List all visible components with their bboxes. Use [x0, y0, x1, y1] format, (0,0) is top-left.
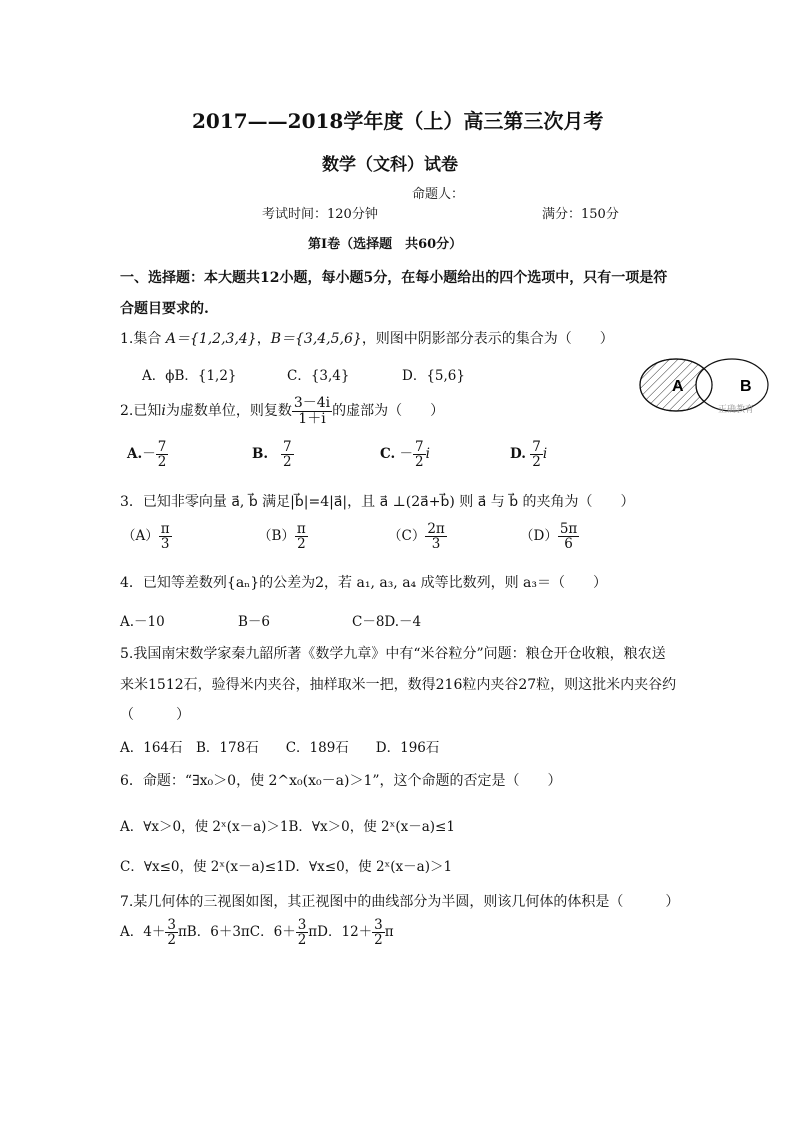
q2-c-num: 7 — [415, 439, 424, 455]
venn-label-b: B — [740, 378, 752, 395]
venn-label-a: A — [672, 378, 684, 395]
q3-d-label: （D） — [520, 528, 558, 545]
q1-set-a: A＝{1,2,3,4} — [165, 331, 257, 347]
q2-i: i — [161, 403, 166, 420]
exam-subject: 数学（文科）试卷 — [322, 155, 458, 175]
q7-a-pre: A．4＋ — [120, 924, 166, 941]
q2-d-label: D. — [510, 446, 526, 463]
venn-watermark: 正确教育 — [718, 405, 755, 415]
q3-a-num: π — [160, 521, 170, 537]
q2-d-den: 2 — [532, 454, 541, 471]
setter-label: 命题人： — [412, 187, 465, 202]
q2-stem-mid: 为虚数单位，则复数 — [165, 403, 292, 420]
q2-denominator: 1＋i — [298, 410, 326, 427]
question-2-stem — [120, 396, 444, 426]
q2-option-d — [510, 440, 547, 469]
question-5-line-2: 来米1512石，验得米内夹谷，抽样取米一把，数得216粒内夹谷27粒，则这批米内夹谷约 — [120, 677, 677, 693]
question-1-stem — [120, 328, 614, 348]
q3-c-den: 3 — [431, 536, 441, 553]
q2-c-label: C. — [380, 446, 396, 463]
q3-d-num: 5π — [559, 521, 578, 537]
q2-c-den: 2 — [415, 454, 424, 471]
q4-option-b: B－6 — [238, 614, 271, 630]
q2-option-a — [127, 440, 168, 469]
part-heading: 第Ⅰ卷（选择题 共60分） — [308, 237, 463, 252]
q2-c-i: i — [425, 446, 430, 463]
q3-option-b — [258, 522, 308, 551]
q2-option-b — [252, 440, 294, 469]
q2-d-num: 7 — [532, 439, 541, 455]
q7-c-num: 3 — [297, 917, 307, 933]
question-6-stem: 6．命题：“∃x₀＞0，使 2^x₀(x₀－a)＞1”，这个命题的否定是（ ） — [120, 773, 562, 789]
q7-d-num: 3 — [374, 917, 383, 933]
venn-diagram — [636, 350, 794, 420]
q3-option-a — [122, 522, 172, 551]
question-5-line-1: 5.我国南宋数学家秦九韶所著《数学九章》中有“米谷粒分”问题：粮仓开仓收粮，粮农送 — [120, 646, 666, 662]
q6-options-ab: A．∀x＞0，使 2ˣ(x－a)＞1B．∀x＞0，使 2ˣ(x－a)≤1 — [120, 819, 455, 835]
q2-a-num: 7 — [157, 439, 167, 455]
q4-option-a: A.－10 — [120, 614, 165, 630]
q1-stem-post: ，则图中阴影部分表示的集合为（ ） — [361, 331, 614, 347]
q7-b-text: πB．6＋3πC．6＋ — [177, 924, 296, 941]
q1-option-c: C．{3,4} — [287, 368, 350, 384]
full-score: 满分：150分 — [542, 207, 619, 222]
q2-a-label: A. — [127, 446, 143, 463]
q7-c-post: πD．12＋ — [308, 924, 373, 941]
q4-option-cd: C－8D.－4 — [352, 614, 422, 630]
q1-set-b: B＝{3,4,5,6} — [270, 331, 362, 347]
q2-a-sign: － — [142, 446, 156, 463]
q3-b-num: π — [296, 521, 306, 537]
q3-a-label: （A） — [122, 528, 159, 545]
q1-stem-pre: 1.集合 — [120, 331, 166, 347]
question-7-stem: 7.某几何体的三视图如图，其正视图中的曲线部分为半圆，则该几何体的体积是（ ） — [120, 894, 680, 910]
q2-b-den: 2 — [283, 454, 292, 471]
q3-d-den: 6 — [564, 536, 573, 553]
q1-option-d: D．{5,6} — [402, 368, 465, 384]
q7-a-den: 2 — [167, 932, 176, 949]
q6-options-cd: C．∀x≤0，使 2ˣ(x－a)≤1D．∀x≤0，使 2ˣ(x－a)＞1 — [120, 859, 453, 875]
q2-b-label: B. — [252, 446, 269, 463]
q7-options — [120, 918, 394, 947]
question-5-line-3: （ ） — [120, 707, 190, 723]
section-instruction-2: 合题目要求的. — [120, 301, 209, 317]
q2-a-den: 2 — [157, 454, 167, 471]
q3-option-d — [520, 522, 579, 551]
q2-c-sign: － — [399, 446, 414, 463]
q2-stem-post: 的虚部为（ ） — [332, 403, 445, 420]
q3-b-label: （B） — [258, 528, 295, 545]
q5-options: A．164石 B．178石 C．189石 D．196石 — [120, 740, 440, 756]
exam-title: 2017——2018学年度（上）高三第三次月考 — [192, 109, 604, 133]
q1-option-ab: A．ϕB．{1,2} — [142, 368, 237, 384]
q2-stem-pre: 2.已知 — [120, 403, 162, 420]
exam-time: 考试时间：120分钟 — [262, 207, 378, 222]
q7-a-num: 3 — [167, 917, 176, 933]
q7-d-post: π — [384, 924, 394, 941]
question-3-stem: 3．已知非零向量 a⃗, b⃗ 满足|b⃗|=4|a⃗|，且 a⃗ ⊥(2a⃗+b⃗) 则 a⃗ 与 b⃗ 的夹角为（ ） — [120, 494, 635, 510]
section-instruction-1: 一、选择题：本大题共12小题，每小题5分，在每小题给出的四个选项中，只有一项是符 — [120, 270, 668, 286]
q3-b-den: 2 — [297, 536, 306, 553]
q2-d-i: i — [542, 446, 548, 463]
q2-b-num: 7 — [283, 439, 292, 455]
q2-fraction — [292, 396, 332, 426]
q7-d-den: 2 — [374, 932, 383, 949]
q2-option-c — [380, 440, 430, 469]
q1-sep: ， — [256, 331, 271, 347]
q3-c-num: 2π — [427, 521, 445, 537]
q3-c-label: （C） — [388, 528, 426, 545]
q2-numerator: 3－4i — [293, 395, 331, 411]
question-4-stem: 4．已知等差数列{aₙ}的公差为2，若 a₁, a₃, a₄ 成等比数列，则 a₃＝（ ） — [120, 575, 608, 591]
q3-a-den: 3 — [160, 536, 170, 553]
q7-c-den: 2 — [297, 932, 307, 949]
q3-option-c — [388, 522, 447, 551]
